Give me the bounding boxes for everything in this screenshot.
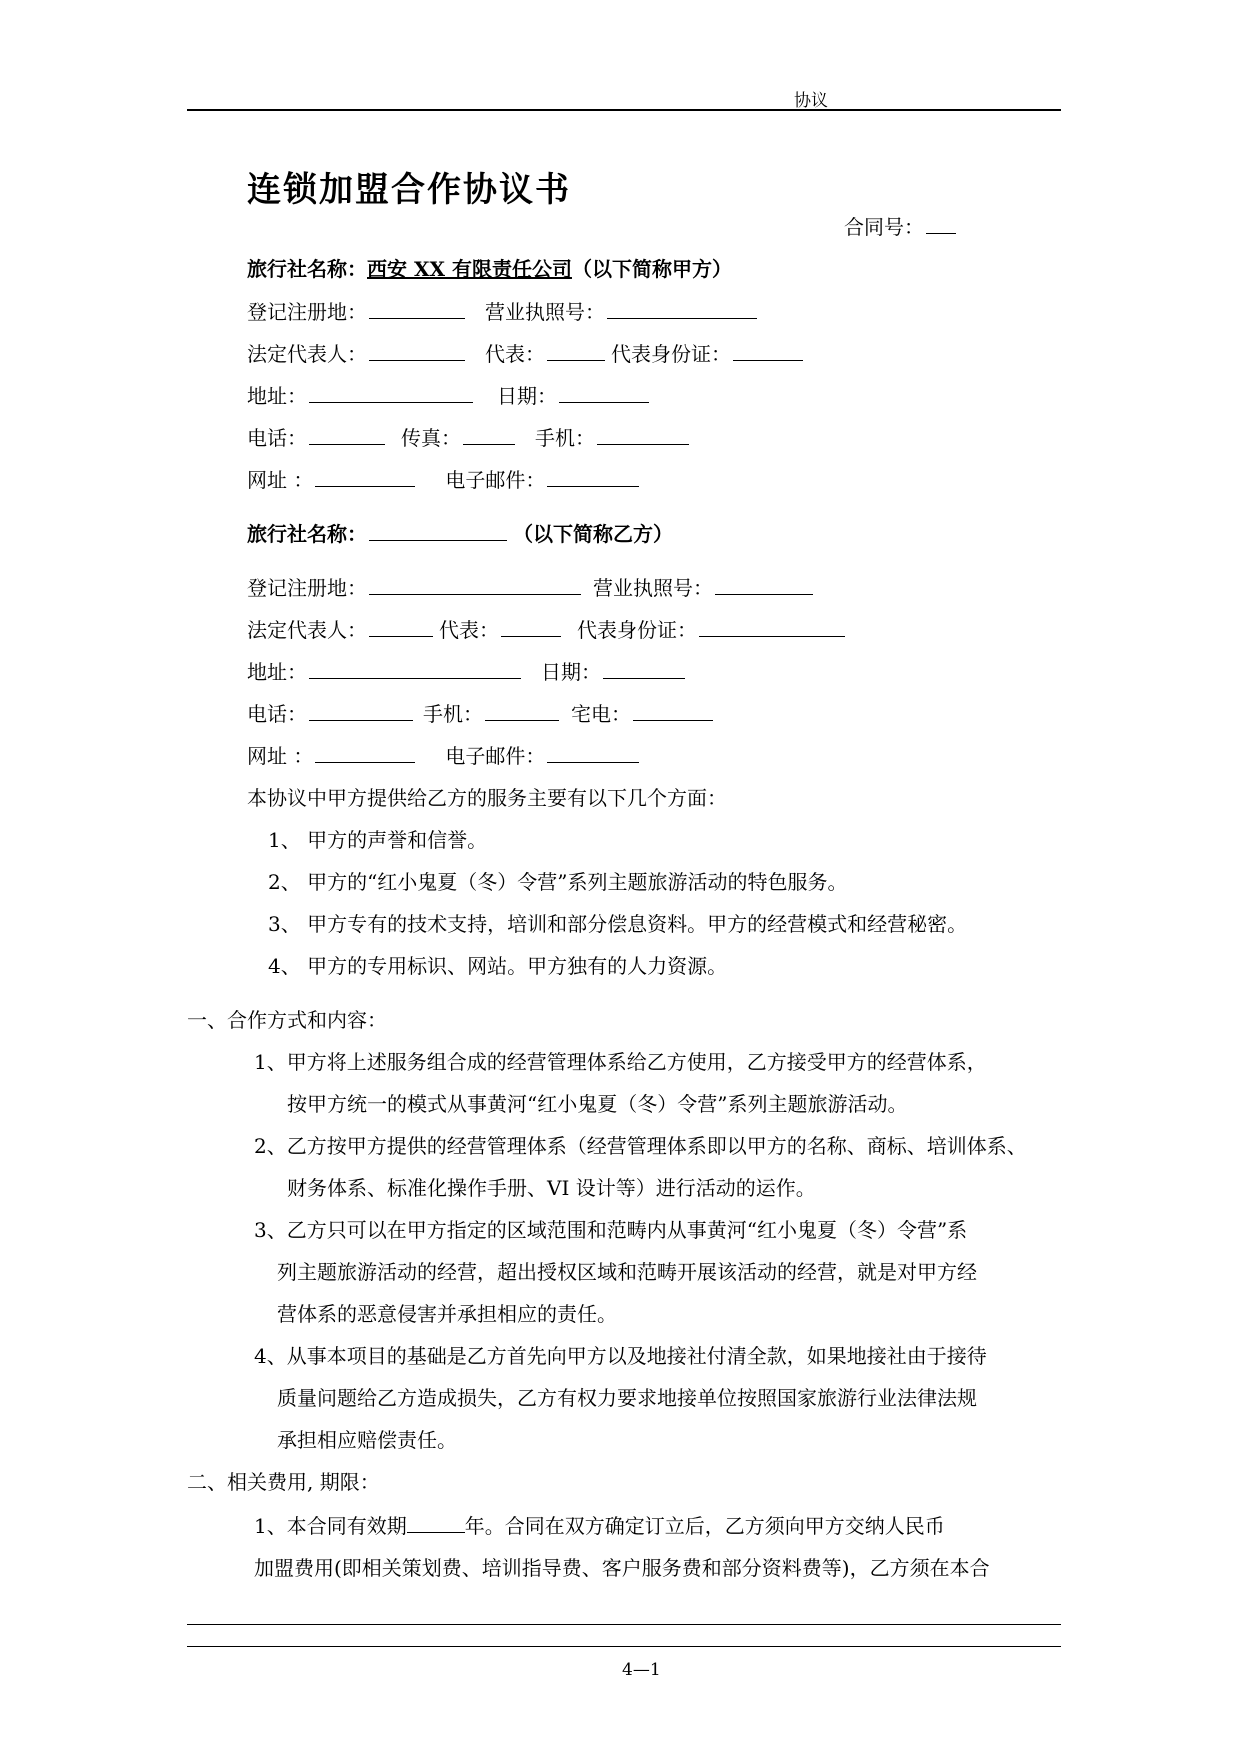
party-b-date-blank[interactable] — [603, 678, 685, 679]
party-b-mobile-blank[interactable] — [485, 720, 559, 721]
party-a-website-label: 网址 ： — [247, 468, 314, 492]
section1-line: 3、乙方只可以在甲方指定的区域范围和范畴内从事黄河“红小鬼夏（冬）令营”系 — [254, 1218, 968, 1242]
party-a-reg-blank[interactable] — [369, 318, 465, 319]
party-a-rep-id-label: 代表身份证： — [611, 342, 731, 366]
contract-years-blank[interactable] — [407, 1532, 465, 1533]
party-a-row-phone — [247, 426, 695, 450]
header-rule — [187, 109, 1061, 111]
party-a-address-label: 地址： — [247, 384, 307, 408]
party-b-mobile-label: 手机： — [423, 702, 483, 726]
party-a-name-label: 旅行社名称： — [247, 257, 367, 281]
party-b-website-label: 网址 ： — [247, 744, 314, 768]
section2-line-1 — [254, 1514, 945, 1538]
section1-heading: 一、合作方式和内容： — [187, 1008, 387, 1032]
party-b-name-blank[interactable] — [369, 540, 507, 541]
party-b-rep-blank[interactable] — [501, 636, 561, 637]
section1-line: 财务体系、标准化操作手册、VI 设计等）进行活动的运作。 — [287, 1176, 816, 1200]
footer-rule-top — [187, 1624, 1061, 1625]
party-a-fax-blank[interactable] — [463, 444, 515, 445]
party-a-license-label: 营业执照号： — [485, 300, 605, 324]
section1-line: 列主题旅游活动的经营，超出授权区域和范畴开展该活动的经营，就是对甲方经 — [277, 1260, 977, 1284]
contract-no-label: 合同号： — [844, 215, 924, 239]
party-a-rep-label: 代表： — [485, 342, 545, 366]
party-b-license-blank[interactable] — [715, 594, 813, 595]
party-b-date-label: 日期： — [541, 660, 601, 684]
party-a-legal-rep-blank[interactable] — [369, 360, 465, 361]
party-b-row-phone — [247, 702, 719, 726]
party-b-row-reg — [247, 576, 819, 600]
party-a-mobile-blank[interactable] — [597, 444, 689, 445]
party-b-reg-label: 登记注册地： — [247, 576, 367, 600]
service-item: 4、 甲方的专用标识、网站。甲方独有的人力资源。 — [268, 954, 728, 978]
party-a-rep-blank[interactable] — [547, 360, 605, 361]
section1-line: 承担相应赔偿责任。 — [277, 1428, 457, 1452]
section2-line1-post: 年。合同在双方确定订立后，乙方须向甲方交纳人民币 — [464, 1514, 945, 1538]
party-b-phone-label: 电话： — [247, 702, 307, 726]
party-b-rep-label: 代表： — [439, 618, 499, 642]
party-b-name-row — [247, 522, 673, 546]
party-a-date-blank[interactable] — [559, 402, 649, 403]
party-a-row-address — [247, 384, 655, 408]
service-item: 2、 甲方的“红小鬼夏（冬）令营”系列主题旅游活动的特色服务。 — [268, 870, 848, 894]
party-b-home-phone-blank[interactable] — [633, 720, 713, 721]
party-b-name-suffix: （以下简称乙方） — [513, 522, 673, 546]
party-b-row-address — [247, 660, 691, 684]
section2-line-2: 加盟费用(即相关策划费、培训指导费、客户服务费和部分资料费等)，乙方须在本合 — [254, 1556, 990, 1580]
header-label: 协议 — [794, 91, 828, 111]
section1-line: 按甲方统一的模式从事黄河“红小鬼夏（冬）令营”系列主题旅游活动。 — [287, 1092, 908, 1116]
party-a-date-label: 日期： — [497, 384, 557, 408]
party-b-rep-id-blank[interactable] — [699, 636, 845, 637]
section1-line: 营体系的恶意侵害并承担相应的责任。 — [277, 1302, 617, 1326]
party-b-address-blank[interactable] — [309, 678, 521, 679]
section2-heading: 二、相关费用, 期限： — [187, 1470, 380, 1494]
party-a-name-value: 西安 XX 有限责任公司 — [367, 257, 572, 281]
party-a-row-reg — [247, 300, 763, 324]
party-a-row-rep — [247, 342, 809, 366]
party-a-license-blank[interactable] — [607, 318, 757, 319]
contract-no — [844, 215, 962, 239]
party-a-fax-label: 传真： — [401, 426, 461, 450]
intro-text: 本协议中甲方提供给乙方的服务主要有以下几个方面： — [247, 786, 727, 810]
page-number: 4—1 — [622, 1660, 661, 1680]
party-b-rep-id-label: 代表身份证： — [577, 618, 697, 642]
party-a-email-blank[interactable] — [547, 486, 639, 487]
party-a-phone-label: 电话： — [247, 426, 307, 450]
party-b-row-web — [247, 744, 645, 768]
service-item: 3、 甲方专有的技术支持，培训和部分偿息资料。甲方的经营模式和经营秘密。 — [268, 912, 968, 936]
party-b-website-blank[interactable] — [315, 762, 415, 763]
party-a-name-suffix: （以下简称甲方） — [571, 257, 732, 281]
party-a-name-row — [247, 257, 732, 281]
section2-line1-pre: 1、本合同有效期 — [254, 1514, 407, 1538]
service-item: 1、 甲方的声誉和信誉。 — [268, 828, 488, 852]
party-b-address-label: 地址： — [247, 660, 307, 684]
party-b-license-label: 营业执照号： — [593, 576, 713, 600]
contract-no-blank[interactable] — [926, 233, 956, 234]
party-a-phone-blank[interactable] — [309, 444, 385, 445]
party-b-phone-blank[interactable] — [309, 720, 413, 721]
party-b-reg-blank[interactable] — [369, 594, 581, 595]
party-b-home-phone-label: 宅电： — [571, 702, 631, 726]
party-a-reg-label: 登记注册地： — [247, 300, 367, 324]
party-b-email-blank[interactable] — [547, 762, 639, 763]
party-a-website-blank[interactable] — [315, 486, 415, 487]
party-a-mobile-label: 手机： — [535, 426, 595, 450]
party-b-name-label: 旅行社名称： — [247, 522, 367, 546]
party-a-email-label: 电子邮件： — [445, 468, 546, 492]
section1-line: 4、从事本项目的基础是乙方首先向甲方以及地接社付清全款，如果地接社由于接待 — [254, 1344, 987, 1368]
party-a-address-blank[interactable] — [309, 402, 473, 403]
party-a-legal-rep-label: 法定代表人： — [247, 342, 367, 366]
party-b-email-label: 电子邮件： — [445, 744, 546, 768]
party-b-legal-rep-label: 法定代表人： — [247, 618, 367, 642]
section1-line: 1、甲方将上述服务组合成的经营管理体系给乙方使用，乙方接受甲方的经营体系， — [254, 1050, 987, 1074]
party-a-row-web — [247, 468, 645, 492]
page-title: 连锁加盟合作协议书 — [247, 170, 571, 210]
party-b-row-rep — [247, 618, 851, 642]
party-b-legal-rep-blank[interactable] — [369, 636, 433, 637]
party-a-rep-id-blank[interactable] — [733, 360, 803, 361]
footer-rule-bottom — [187, 1646, 1061, 1647]
section1-line: 2、乙方按甲方提供的经营管理体系（经营管理体系即以甲方的名称、商标、培训体系、 — [254, 1134, 1027, 1158]
section1-line: 质量问题给乙方造成损失，乙方有权力要求地接单位按照国家旅游行业法律法规 — [277, 1386, 977, 1410]
